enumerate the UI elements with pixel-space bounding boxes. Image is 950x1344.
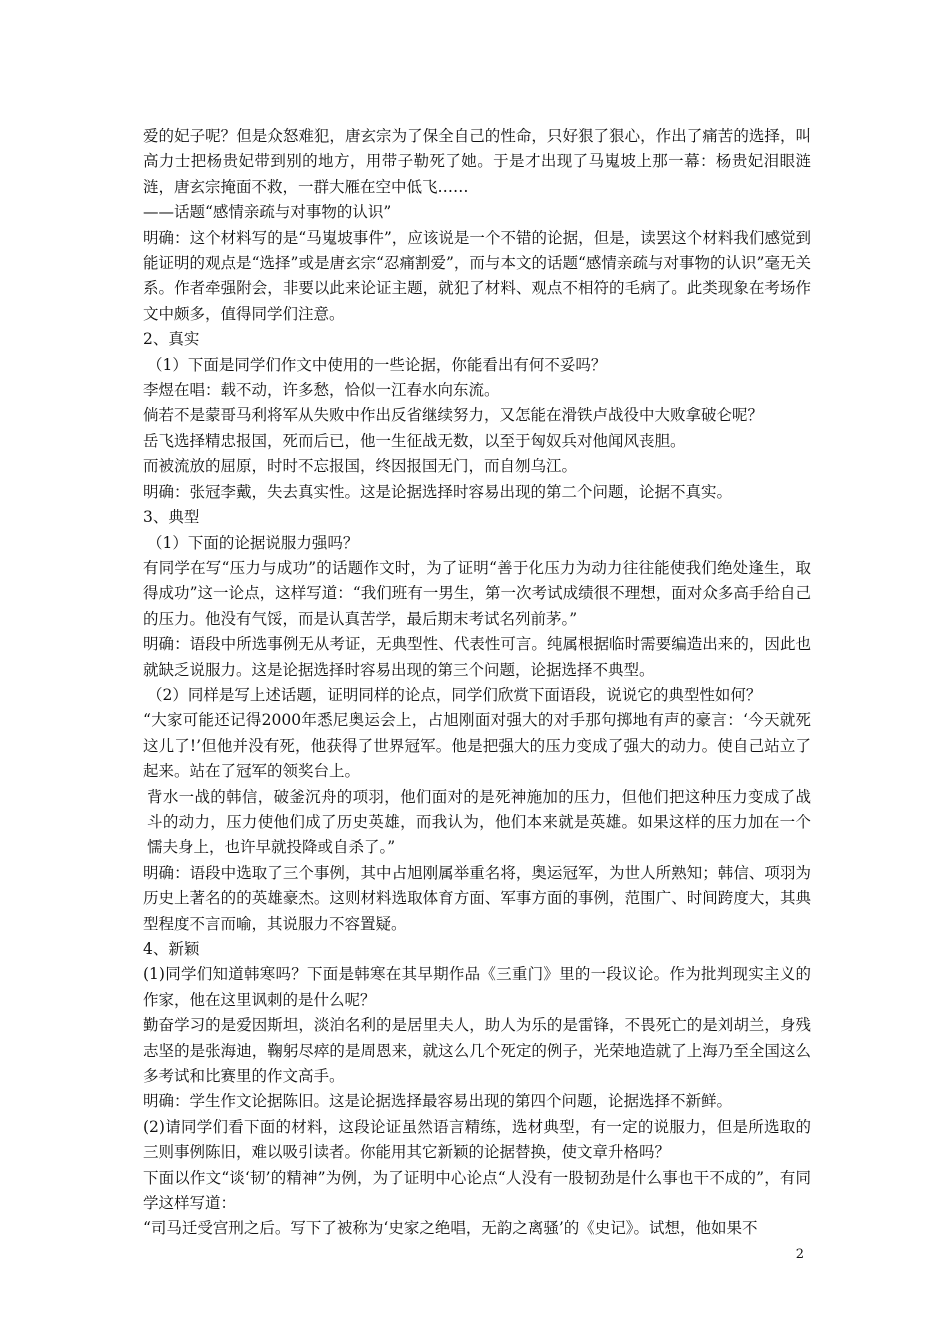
section-heading-typical: 3、典型 bbox=[143, 508, 200, 527]
page-body bbox=[143, 124, 811, 1242]
question-2: (2)请同学们看下面的材料，这段论证虽然语言精练，选材典型，有一定的说服力，但是所选取的三则事例陈旧，难以吸引读者。你能用其它新颖的论据替换，使文章升格吗？ bbox=[143, 1117, 811, 1162]
section-heading-novel: 4、新颖 bbox=[143, 940, 200, 958]
example-line: 倘若不是蒙哥马利将军从失败中作出反省继续努力，又怎能在滑铁卢战役中大败拿破仑呢？ bbox=[143, 406, 764, 425]
paragraph-topic: ——话题“感情亲疏与对事物的认识” bbox=[143, 203, 392, 222]
paragraph-explanation: 明确：语段中所选事例无从考证，无典型性、代表性可言。纯属根据临时需要编造出来的，因此也就缺乏说服力。这是论据选择时容易出现的第三个问题，论据选择不典型。 bbox=[143, 635, 811, 679]
example-line: 岳飞选择精忠报国，死而后已，他一生征战无数，以至于匈奴兵对他闻风丧胆。 bbox=[143, 431, 686, 450]
example-paragraph: 勤奋学习的是爱因斯坦，淡泊名利的是居里夫人，助人为乐的是雷锋，不畏死亡的是刘胡兰，身残志坚的是张海迪，鞠躬尽瘁的是周恩来，就这么几个死定的例子，光荣地造就了上海乃至全国这么多考试和比赛里的作文高手。 bbox=[143, 1016, 811, 1086]
paragraph-continuation: 爱的妃子呢？但是众怒难犯，唐玄宗为了保全自己的性命，只好狠了狠心，作出了痛苦的选择，叫高力士把杨贵妃带到别的地方，用带子勒死了她。于是才出现了马嵬坡上那一幕：杨贵妃泪眼涟涟，唐玄宗掩面不救，一群大雁在空中低飞…… bbox=[143, 127, 811, 196]
example-paragraph: “司马迁受宫刑之后。写下了被称为‘史家之绝唱，无韵之离骚’的《史记》。试想，他如果不 bbox=[143, 1219, 758, 1238]
example-intro: 下面以作文“谈‘韧’的精神”为例，为了证明中心论点“人没有一股韧劲是什么事也干不成的”，有同学这样写道： bbox=[143, 1168, 811, 1213]
example-line: 李煜在唱：载不动，许多愁，恰似一江春水向东流。 bbox=[143, 381, 500, 400]
example-paragraph: 背水一战的韩信，破釜沉舟的项羽，他们面对的是死神施加的压力，但他们把这种压力变成了战斗的动力，压力使他们成了历史英雄，而我认为，他们本来就是英雄。如果这样的压力加在一个懦夫身上，也许早就投降或自杀了。” bbox=[147, 787, 811, 857]
question-1: （1）下面的论据说服力强吗？ bbox=[147, 533, 359, 552]
paragraph-explanation: 明确：张冠李戴，失去真实性。这是论据选择时容易出现的第二个问题，论据不真实。 bbox=[143, 482, 733, 501]
example-paragraph: “大家可能还记得2000年悉尼奥运会上，占旭刚面对强大的对手那句掷地有声的豪言：‘今天就死这儿了!’但他并没有死，他获得了世界冠军。他是把强大的压力变成了强大的动力。使自己站立了起来。站在了冠军的领奖台上。 bbox=[143, 711, 811, 781]
question-2: （2）同样是写上述话题，证明同样的论点，同学们欣赏下面语段，说说它的典型性如何？ bbox=[147, 685, 762, 704]
paragraph-explanation: 明确：学生作文论据陈旧。这是论据选择最容易出现的第四个问题，论据选择不新鲜。 bbox=[143, 1092, 733, 1111]
example-paragraph: 有同学在写“压力与成功”的话题作文时，为了证明“善于化压力为动力往往能使我们绝处逢生，取得成功”这一论点，这样写道：“我们班有一男生，第一次考试成绩很不理想，面对众多高手给自己的压力。他没有气馁，而是认真苦学，最后期末考试名列前茅。” bbox=[143, 558, 811, 628]
page-number: 2 bbox=[795, 1247, 804, 1262]
section-heading-authenticity: 2、真实 bbox=[143, 330, 200, 349]
example-line: 而被流放的屈原，时时不忘报国，终因报国无门，而自刎乌江。 bbox=[143, 457, 578, 476]
paragraph-explanation: 明确：语段中选取了三个事例，其中占旭刚属举重名将，奥运冠军，为世人所熟知；韩信、项羽为历史上著名的的英雄豪杰。这则材料选取体育方面、军事方面的事例，范围广、时间跨度大，其典型程度不言而喻，其说服力不容置疑。 bbox=[143, 863, 811, 933]
question-1: (1)同学们知道韩寒吗？下面是韩寒在其早期作品《三重门》里的一段议论。作为批判现实主义的作家，他在这里讽刺的是什么呢？ bbox=[143, 965, 811, 1009]
question-1: （1）下面是同学们作文中使用的一些论据，你能看出有何不妥吗？ bbox=[147, 355, 607, 374]
paragraph-explanation: 明确：这个材料写的是“马嵬坡事件”，应该说是一个不错的论据，但是，读罢这个材料我们感觉到能证明的观点是“选择”或是唐玄宗“忍痛割爱”，而与本文的话题“感情亲疏与对事物的认识”毫无关系。作者牵强附会，非要以此来论证主题，就犯了材料、观点不相符的毛病了。此类现象在考场作文中颇多，值得同学们注意。 bbox=[143, 228, 811, 323]
